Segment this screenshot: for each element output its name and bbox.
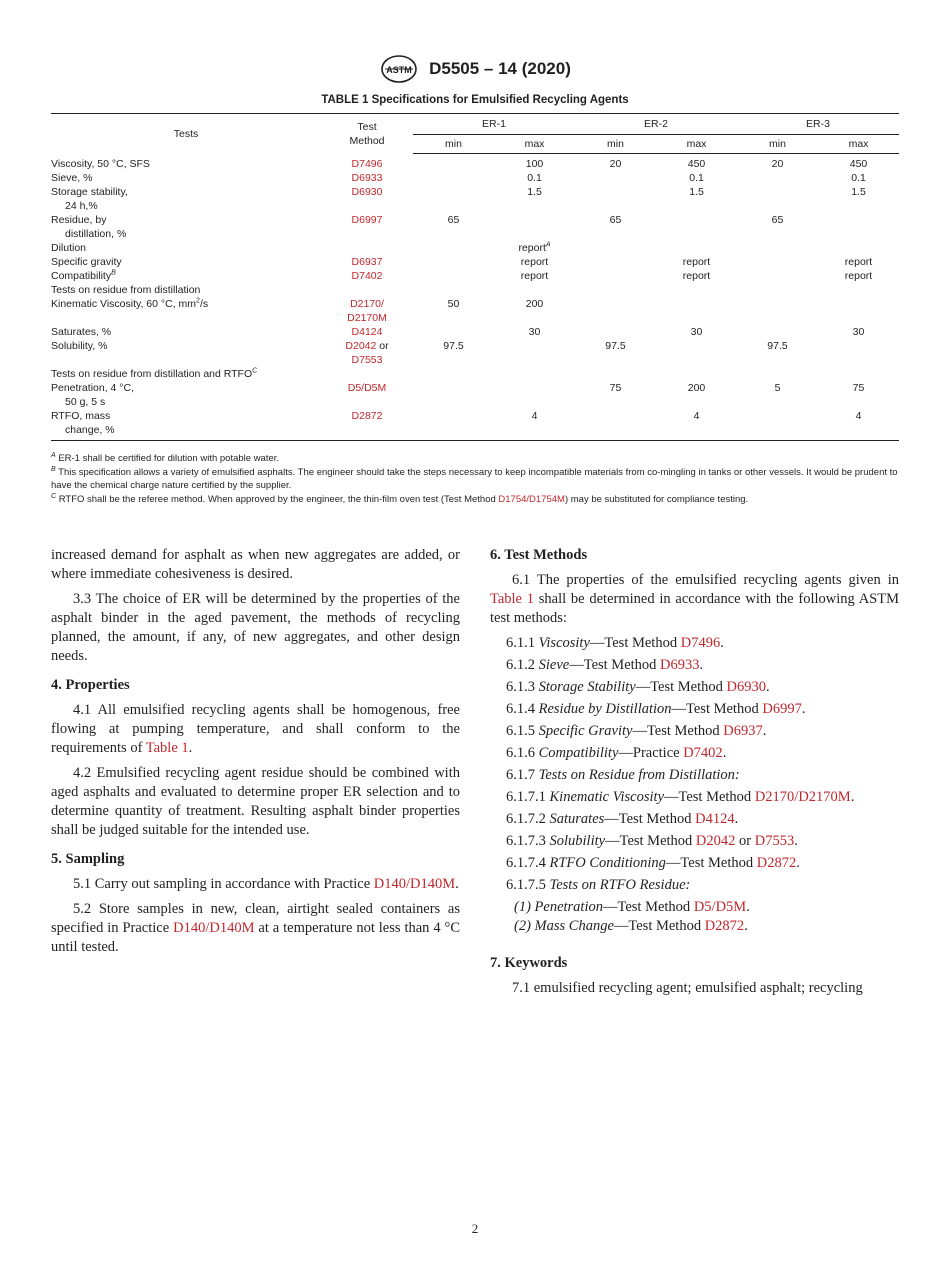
paragraph-7-1: 7.1 emulsified recycling agent; emulsified asphalt; recycling [512, 980, 863, 996]
table-row [51, 339, 899, 367]
method-item: 6.1.1 Viscosity—Test Method D7496. [506, 635, 724, 651]
method-item: 6.1.7.5 Tests on RTFO Residue: [506, 877, 691, 893]
table-row [51, 381, 899, 409]
cell-er3-max: 0.1 [851, 172, 866, 184]
method-link[interactable]: D2170M [347, 312, 387, 324]
cell-method [321, 409, 413, 441]
cell-er2-max: 450 [687, 158, 706, 170]
cell-er1-max: report [520, 256, 549, 268]
footnote-b: $^B$ This specification allows a variety of emulsified asphalts. The engineer should take the steps necessary to keep incompatible materials from co-mingling in tanks or other vessels. It would be prudent to have the chemical charge nature certified by the supplier. [51, 465, 898, 491]
cell-er1-min [413, 367, 494, 381]
cell-er2-min [575, 255, 656, 269]
col-header-max: max [656, 135, 737, 154]
cell-method [321, 154, 413, 172]
cell-er1-max [494, 367, 575, 381]
cell-er3-max: report [844, 270, 873, 282]
cell-test: RTFO, mass change, % [51, 409, 321, 441]
col-header-method: Test Method [321, 114, 413, 154]
cell-method [321, 381, 413, 409]
link-table-1[interactable]: Table 1 [490, 591, 535, 607]
table-row [51, 185, 899, 213]
cell-er3-min [737, 185, 818, 213]
cell-er3-min: 5 [774, 382, 781, 394]
table-body [51, 154, 899, 441]
col-header-er3: ER-3 [737, 114, 899, 135]
cell-er1-min [413, 325, 494, 339]
cell-test: Penetration, 4 °C, 50 g, 5 s [51, 382, 134, 408]
cell-er2-min [575, 325, 656, 339]
method-link[interactable]: D7402 [351, 270, 383, 282]
cell-er1-max [494, 339, 575, 367]
cell-er2-min [575, 297, 656, 325]
heading-properties: 4. Properties [51, 677, 130, 693]
cell-er2-min [575, 185, 656, 213]
cell-er3-min [737, 255, 818, 269]
cell-er2-max [656, 297, 737, 325]
cell-er3-min [737, 269, 818, 283]
cell-er2-max: 4 [656, 409, 737, 441]
cell-er2-max [656, 241, 737, 255]
col-header-min: min [737, 135, 818, 154]
method-item: 6.1.2 Sieve—Test Method D6933. [506, 657, 704, 673]
cell-er3-max: 4 [818, 409, 899, 441]
cell-er2-min: 97.5 [605, 340, 626, 352]
method-link[interactable]: D6933 [660, 657, 700, 673]
right-column [490, 546, 899, 1004]
cell-er3-min: 97.5 [767, 340, 788, 352]
cell-er1-min [413, 409, 494, 441]
table-row [51, 283, 899, 297]
cell-method [321, 297, 413, 325]
table-title: TABLE 1 Specifications for Emulsified Recycling Agents [321, 94, 629, 106]
link-d2872[interactable]: D2872 [704, 918, 745, 934]
cell-er3-min [737, 325, 818, 339]
subitem-penetration: (1) Penetration—Test Method D5/D5M. [514, 899, 750, 915]
method-link[interactable]: D2872 [756, 855, 797, 871]
cell-er1-min [413, 171, 494, 185]
col-header-tests: Tests [51, 114, 321, 154]
cell-er3-max: 450 [849, 158, 868, 170]
document-designation: D5505 – 14 (2020) [429, 59, 571, 78]
page-number: 2 [471, 1221, 479, 1236]
cell-er2-max [656, 367, 737, 381]
method-link[interactable]: D2170/D2170M [754, 789, 851, 805]
astm-logo-icon [379, 54, 419, 84]
cell-er3-min: 20 [771, 158, 784, 170]
col-header-min: min [413, 135, 494, 154]
method-link[interactable]: D6930 [351, 186, 383, 198]
footnote-c: $^C$ RTFO shall be the referee method. When approved by the engineer, the thin-film oven test (Test Method D1754/D1754M) may be substituted for compliance testing. [51, 492, 749, 505]
cell-method [321, 213, 413, 241]
method-item: 6.1.7.2 Saturates—Test Method D4124. [506, 811, 739, 827]
cell-method [321, 283, 413, 297]
footnote-a: $^A$ ER-1 shall be certified for dilution with potable water. [51, 451, 280, 464]
cell-er3-max: 75 [852, 382, 865, 394]
method-link[interactable]: D7496 [351, 157, 383, 170]
method-link[interactable]: D4124 [351, 326, 383, 338]
cell-method [321, 255, 413, 269]
cell-test: Residue, by distillation, % [51, 214, 127, 240]
method-link[interactable]: D4124 [695, 811, 735, 827]
cell-er1-min [413, 154, 494, 172]
cell-er1-max [494, 381, 575, 409]
method-link[interactable]: D6933 [351, 172, 383, 184]
cell-test: Dilution [51, 242, 87, 254]
table-footnotes [51, 452, 899, 506]
method-link[interactable]: D6997 [351, 214, 383, 226]
cell-er2-min: 75 [609, 382, 622, 394]
method-link[interactable]: D5/D5M [347, 382, 387, 394]
col-header-max: max [818, 135, 899, 154]
cell-er3-max [818, 213, 899, 241]
cell-er1-max: 30 [528, 326, 541, 338]
astm-logo-text: ASTM [386, 65, 412, 75]
cell-er1-min: 50 [447, 298, 460, 310]
method-link[interactable]: D7553 [351, 354, 383, 366]
cell-er3-max [818, 297, 899, 325]
method-item: 6.1.7 Tests on Residue from Distillation: [506, 767, 740, 783]
cell-method [321, 325, 413, 339]
cell-er1-max: 1.5 [527, 186, 542, 198]
link-d5[interactable]: D5/D5M [693, 899, 747, 915]
col-header-er1: ER-1 [413, 114, 575, 135]
paragraph-3-3: 3.3 The choice of ER will be determined by the properties of the asphalt binder in the aged pavement, the methods of recycling planned, the amount, if any, of new aggregates, and other design needs. [51, 591, 460, 664]
method-item: 6.1.3 Storage Stability—Test Method D6930. [506, 679, 770, 695]
cell-er2-min [575, 171, 656, 185]
col-header-max: max [494, 135, 575, 154]
cell-er2-min: 20 [609, 158, 622, 170]
specifications-table [51, 113, 899, 441]
table-row [51, 213, 899, 241]
method-link[interactable]: D2042 [345, 340, 377, 352]
cell-er1-min: 97.5 [443, 340, 464, 352]
method-link[interactable]: D2170/ [350, 298, 384, 310]
method-item: 6.1.4 Residue by Distillation—Test Method D6997. [506, 701, 806, 717]
link-table-1[interactable]: Table 1 [145, 740, 189, 756]
test-method-list [490, 634, 899, 895]
method-link[interactable]: D6937 [351, 256, 383, 268]
paragraph-4-1: 4.1 All emulsified recycling agents shall be homogenous, free flowing at pumping temperature, and shall conform to the requirements of Table 1. [51, 702, 460, 756]
cell-er2-min [575, 283, 656, 297]
cell-er3-min [737, 297, 818, 325]
col-header-min: min [575, 135, 656, 154]
cell-er2-max: 1.5 [689, 186, 704, 198]
method-link[interactable]: D6997 [762, 701, 802, 717]
cell-er2-max [656, 283, 737, 297]
cell-er2-max [656, 339, 737, 367]
cell-er2-min [575, 269, 656, 283]
table-row [51, 241, 899, 255]
cell-er1-min [413, 185, 494, 213]
cell-method: D2042 or D7553 [345, 340, 389, 366]
cell-er2-min [575, 241, 656, 255]
method-item: 6.1.5 Specific Gravity—Test Method D6937. [506, 723, 767, 739]
cell-er3-max [818, 241, 899, 255]
cell-test: Specific gravity [51, 256, 122, 268]
method-link[interactable]: D2872 [351, 410, 383, 422]
method-item: 6.1.6 Compatibility—Practice D7402. [506, 745, 727, 761]
heading-test-methods: 6. Test Methods [490, 547, 588, 563]
paragraph-continued: increased demand for asphalt as when new aggregates are added, or where immediate cohesiveness is desired. [51, 547, 460, 582]
table-row [51, 154, 899, 172]
cell-er2-max: 0.1 [689, 172, 704, 184]
method-item: 6.1.7.1 Kinematic Viscosity—Test Method D2170/D2170M. [506, 789, 855, 805]
table-row [51, 409, 899, 441]
cell-er1-max: 4 [494, 409, 575, 441]
link-d140[interactable]: D140/D140M [373, 876, 456, 892]
cell-er3-min [737, 241, 818, 255]
cell-method [321, 367, 413, 381]
cell-er1-min [413, 283, 494, 297]
cell-er3-max [818, 367, 899, 381]
cell-er3-max: report [844, 256, 873, 268]
cell-er1-max: report$^A$ [518, 241, 551, 254]
cell-er1-max: 0.1 [527, 172, 542, 184]
cell-test: Compatibility$^B$ [51, 269, 116, 282]
method-link[interactable]: D6937 [723, 723, 763, 739]
cell-er3-max [818, 339, 899, 367]
method-link[interactable]: D7402 [683, 745, 723, 761]
cell-er3-min: 65 [771, 214, 784, 226]
link-d1754[interactable]: D1754/D1754M [498, 493, 565, 505]
heading-keywords: 7. Keywords [490, 955, 568, 971]
cell-test: Solubility, % [51, 340, 108, 352]
cell-er3-min [737, 171, 818, 185]
cell-er3-max: 1.5 [851, 186, 866, 198]
heading-sampling: 5. Sampling [51, 851, 125, 867]
cell-er1-min: 65 [447, 214, 460, 226]
left-column [51, 546, 460, 963]
cell-er3-min [737, 409, 818, 441]
link-d140[interactable]: D140/D140M [173, 920, 255, 936]
cell-test: Viscosity, 50 °C, SFS [51, 157, 150, 170]
paragraph-6-1: 6.1 The properties of the emulsified recycling agents given in Table 1 shall be determined in accordance with the following ASTM test methods: [490, 572, 899, 626]
cell-er2-max [656, 213, 737, 241]
cell-test: Kinematic Viscosity, 60 °C, $mm^2/s$ [51, 297, 209, 310]
cell-er1-min [413, 381, 494, 409]
method-link[interactable]: D7553 [754, 833, 795, 849]
cell-test: Saturates, % [51, 326, 112, 338]
table-row [51, 269, 899, 283]
cell-er2-max: report [682, 270, 711, 282]
paragraph-4-2: 4.2 Emulsified recycling agent residue should be combined with aged asphalts and evaluated to determine proper ER selection and to determine quantity of treatment. Resulting asphalt binder properties shall be judged suitable for the intended use. [51, 765, 460, 838]
cell-er2-min [575, 367, 656, 381]
cell-er3-min [737, 283, 818, 297]
cell-er2-max: 30 [690, 326, 703, 338]
cell-method [321, 241, 413, 255]
method-item: 6.1.7.4 RTFO Conditioning—Test Method D2872. [506, 855, 800, 871]
cell-er2-max: report [682, 256, 711, 268]
table-row [51, 367, 899, 381]
paragraph-5-1: 5.1 Carry out sampling in accordance with Practice D140/D140M. [73, 876, 459, 892]
cell-er1-max [494, 213, 575, 241]
cell-test: Tests on residue from distillation [51, 284, 201, 296]
method-link[interactable]: D6930 [726, 679, 766, 695]
method-link[interactable]: D2042 [695, 833, 736, 849]
cell-er1-min [413, 269, 494, 283]
subitem-mass-change: (2) Mass Change—Test Method D2872. [514, 918, 748, 934]
cell-test: Tests on residue from distillation and $RTFO^C$ [51, 367, 258, 380]
cell-er1-min [413, 241, 494, 255]
page-header [0, 54, 950, 84]
cell-method [321, 269, 413, 283]
cell-er1-min [413, 255, 494, 269]
cell-er3-max [818, 283, 899, 297]
table-row [51, 325, 899, 339]
cell-method [321, 185, 413, 213]
table-row [51, 297, 899, 325]
table-row [51, 255, 899, 269]
cell-method [321, 171, 413, 185]
cell-test: Sieve, % [51, 172, 93, 184]
cell-er2-min [575, 409, 656, 441]
col-header-er2: ER-2 [575, 114, 737, 135]
cell-er1-max: report [520, 270, 549, 282]
cell-test: Storage stability, 24 h,% [51, 186, 128, 212]
table-row [51, 171, 899, 185]
cell-er2-min: 65 [609, 214, 622, 226]
cell-er1-max: 200 [525, 298, 544, 310]
cell-er2-max: 200 [687, 382, 706, 394]
cell-er3-min [737, 367, 818, 381]
cell-er1-max: 100 [525, 158, 544, 170]
cell-er1-max [494, 283, 575, 297]
cell-er3-max: 30 [852, 326, 865, 338]
method-link[interactable]: D7496 [680, 635, 721, 651]
method-item: 6.1.7.3 Solubility—Test Method D2042 or D7553. [506, 833, 798, 849]
paragraph-5-2: 5.2 Store samples in new, clean, airtight sealed containers as specified in Practice D140/D140M at a temperature not less than 4 °C until tested. [51, 901, 460, 955]
